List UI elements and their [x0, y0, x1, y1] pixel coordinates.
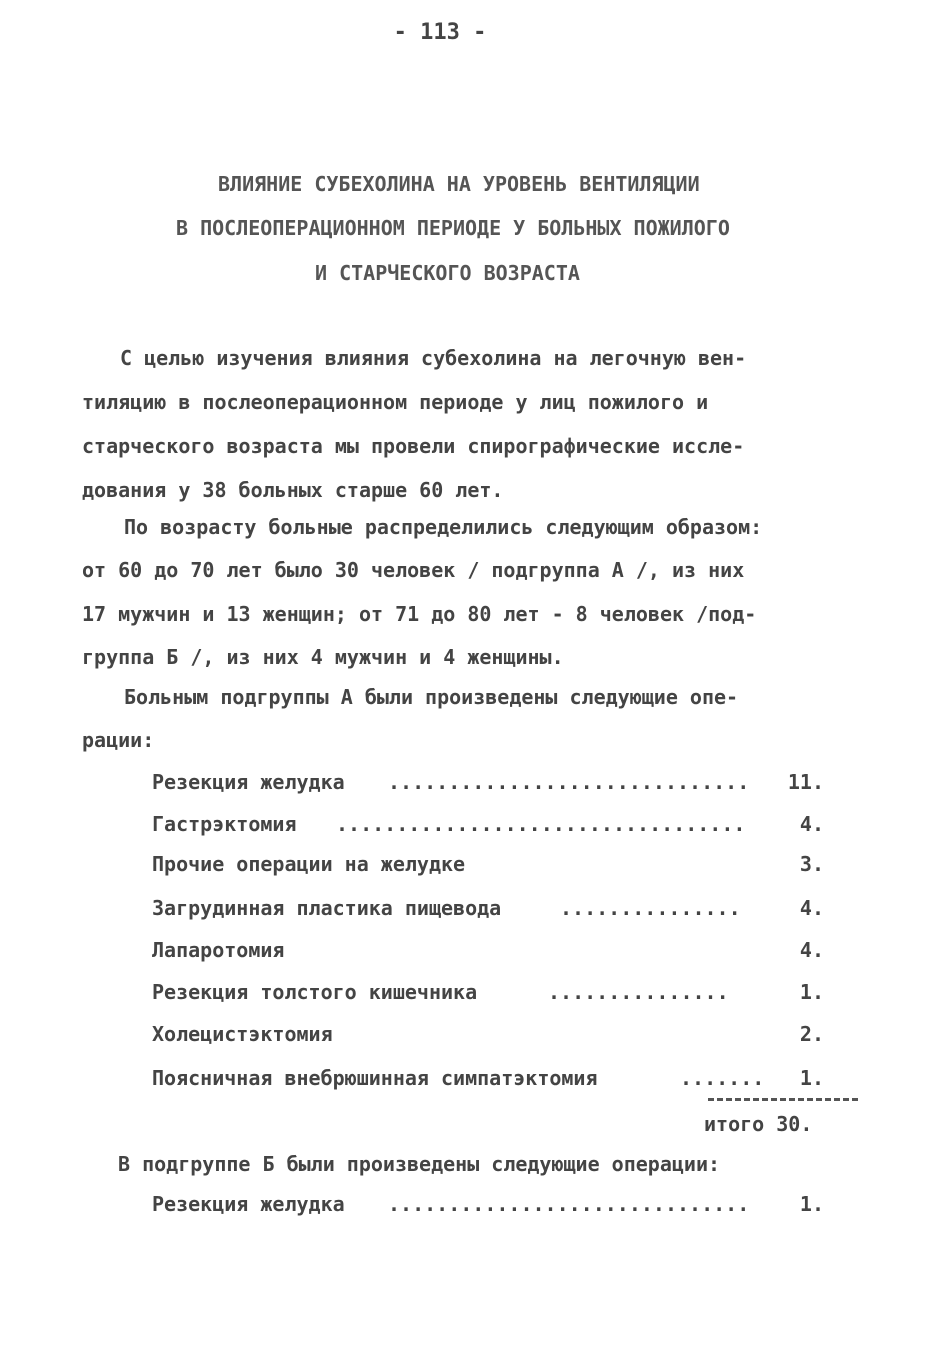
operation-count: 2. [799, 1022, 824, 1046]
operation-name: Резекция желудка [152, 1192, 345, 1216]
list-item [152, 1066, 832, 1096]
operation-count: 1. [799, 1192, 824, 1216]
operation-name: Резекция толстого кишечника [152, 980, 478, 1004]
operation-count: 4. [799, 938, 824, 962]
page-number: - 113 - [393, 20, 487, 45]
subgroup-b-intro: В подгруппе Б были произведены следующие операции: [118, 1152, 721, 1176]
paragraph-line: группа Б /, из них 4 мужчин и 4 женщины. [82, 645, 564, 669]
leader-dots: .............................. [388, 770, 750, 794]
operation-name: Холецистэктомия [152, 1022, 333, 1046]
leader-dots: ............... [560, 896, 741, 920]
list-item [152, 852, 832, 882]
paragraph-line: дования у 38 больных старше 60 лет. [82, 478, 504, 502]
total-label: итого 30. [704, 1112, 813, 1136]
title-line-2: В ПОСЛЕОПЕРАЦИОННОМ ПЕРИОДЕ У БОЛЬНЫХ ПОЖИЛОГО [176, 216, 730, 240]
list-item [152, 1192, 832, 1222]
leader-dots: .............................. [388, 1192, 750, 1216]
list-item [152, 770, 832, 800]
operation-name: Загрудинная пластика пищевода [152, 896, 502, 920]
paragraph-line: По возрасту больные распределились следующим образом: [124, 515, 763, 539]
operation-name: Гастрэктомия [152, 812, 297, 836]
leader-dots: ....... [680, 1066, 765, 1090]
operation-count: 11. [787, 770, 824, 794]
paragraph-line: 17 мужчин и 13 женщин; от 71 до 80 лет - 8 человек /под- [82, 602, 757, 626]
operation-count: 1. [799, 980, 824, 1004]
paragraph-line: рации: [82, 728, 155, 752]
operation-name: Лапаротомия [152, 938, 285, 962]
leader-dots: ............... [548, 980, 729, 1004]
list-item [152, 938, 832, 968]
operation-name: Резекция желудка [152, 770, 345, 794]
paragraph-line: Больным подгруппы А были произведены следующие опе- [124, 685, 739, 709]
paragraph-line: старческого возраста мы провели спирографические иссле- [82, 434, 745, 458]
total-divider [708, 1098, 858, 1101]
leader-dots: .................................. [336, 812, 746, 836]
paragraph-line: от 60 до 70 лет было 30 человек / подгруппа А /, из них [82, 558, 745, 582]
operation-name: Прочие операции на желудке [152, 852, 466, 876]
operation-count: 4. [799, 812, 824, 836]
operation-name: Поясничная внебрюшинная симпатэктомия [152, 1066, 598, 1090]
list-item [152, 1022, 832, 1052]
list-item [152, 896, 832, 926]
operation-count: 4. [799, 896, 824, 920]
operation-count: 3. [799, 852, 824, 876]
list-item [152, 980, 832, 1010]
paragraph-line: С целью изучения влияния субехолина на легочную вен- [120, 346, 747, 370]
paragraph-line: тиляцию в послеоперационном периоде у лиц пожилого и [82, 390, 709, 414]
title-line-3: И СТАРЧЕСКОГО ВОЗРАСТА [315, 261, 580, 285]
operation-count: 1. [799, 1066, 824, 1090]
title-line-1: ВЛИЯНИЕ СУБЕХОЛИНА НА УРОВЕНЬ ВЕНТИЛЯЦИИ [218, 172, 700, 196]
list-item [152, 812, 832, 842]
